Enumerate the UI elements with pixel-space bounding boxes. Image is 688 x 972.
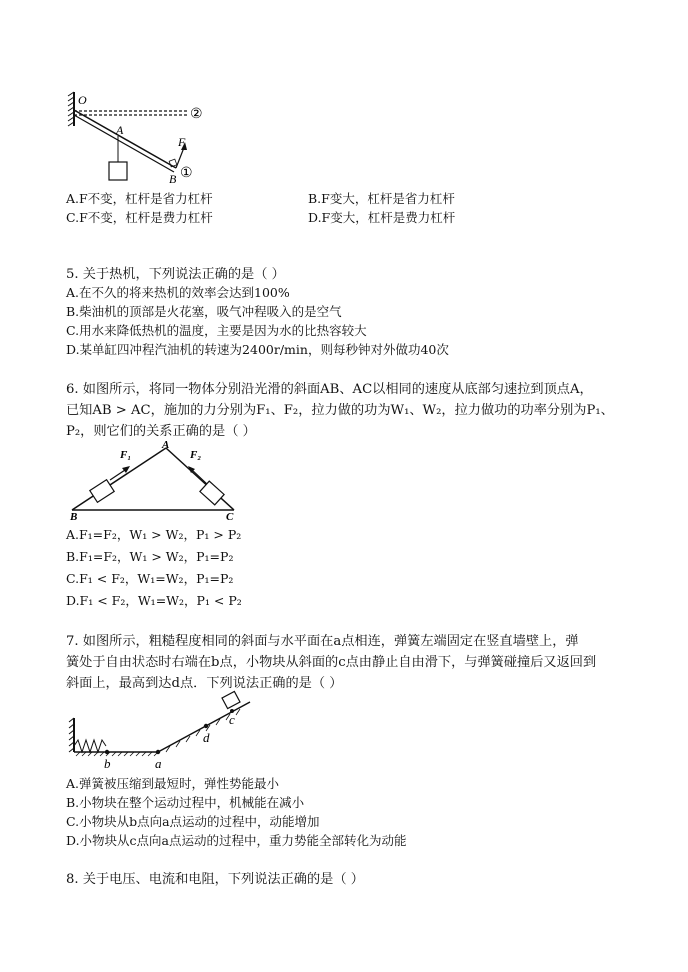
label-d: d bbox=[203, 730, 210, 745]
label-B: B bbox=[70, 511, 78, 522]
label-A: A bbox=[116, 123, 124, 137]
label-O: O bbox=[78, 93, 87, 107]
label-F2: F₂ bbox=[190, 449, 202, 461]
q5-option-d: D.某单缸四冲程汽油机的转速为2400r/min，则每秒钟对外做功40次 bbox=[66, 342, 449, 357]
q7-stem-line1: 7. 如图所示，粗糙程度相同的斜面与水平面在a点相连，弹簧左端固定在竖直墙壁上，弹 bbox=[66, 634, 579, 649]
q6-stem-line3: P₂，则它们的关系正确的是（ ） bbox=[66, 424, 256, 439]
label-F1: F₁ bbox=[120, 449, 132, 461]
label-B: B bbox=[169, 172, 177, 186]
incline-figure bbox=[66, 440, 241, 522]
q8-stem: 8. 关于电压、电流和电阻，下列说法正确的是（ ） bbox=[66, 872, 364, 887]
q4-option-c: C.F不变，杠杆是费力杠杆 bbox=[66, 210, 213, 225]
q7-option-c: C.小物块从b点向a点运动的过程中，动能增加 bbox=[66, 814, 320, 829]
label-F: F bbox=[178, 135, 186, 149]
q7-option-b: B.小物块在整个运动过程中，机械能在减小 bbox=[66, 795, 305, 810]
q6-option-c: C.F₁ < F₂，W₁=W₂，P₁=P₂ bbox=[66, 571, 234, 586]
q5-stem: 5. 关于热机，下列说法正确的是（ ） bbox=[66, 267, 285, 282]
q4-option-d: D.F变大，杠杆是费力杠杆 bbox=[308, 210, 456, 225]
q7-stem-line2: 簧处于自由状态时右端在b点，小物块从斜面的c点由静止自由滑下，与弹簧碰撞后又返回到 bbox=[66, 655, 597, 670]
q6-option-a: A.F₁=F₂，W₁ > W₂，P₁ > P₂ bbox=[66, 527, 242, 542]
label-a: a bbox=[155, 756, 162, 771]
lever-figure bbox=[66, 90, 216, 186]
q6-stem-line1: 6. 如图所示，将同一物体分别沿光滑的斜面AB、AC以相同的速度从底部匀速拉到顶点A， bbox=[66, 382, 593, 397]
label-C: C bbox=[226, 511, 234, 522]
q6-stem-line2: 已知AB > AC，施加的力分别为F₁、F₂，拉力做的功为W₁、W₂，拉力做功的功率分别为P₁、 bbox=[66, 403, 614, 418]
q7-option-d: D.小物块从c点向a点运动的过程中，重力势能全部转化为动能 bbox=[66, 833, 407, 848]
label-A: A bbox=[162, 440, 170, 451]
spring-incline-figure bbox=[66, 688, 256, 772]
q6-option-b: B.F₁=F₂，W₁ > W₂，P₁=P₂ bbox=[66, 549, 234, 564]
label-2: ② bbox=[190, 107, 203, 122]
label-b: b bbox=[104, 756, 111, 771]
q5-option-b: B.柴油机的顶部是火花塞，吸气冲程吸入的是空气 bbox=[66, 304, 342, 319]
q7-option-a: A.弹簧被压缩到最短时，弹性势能最小 bbox=[66, 776, 280, 791]
q5-option-a: A.在不久的将来热机的效率会达到100% bbox=[66, 285, 290, 300]
q4-option-b: B.F变大，杠杆是省力杠杆 bbox=[308, 191, 455, 206]
q6-option-d: D.F₁ < F₂，W₁=W₂，P₁ < P₂ bbox=[66, 593, 242, 608]
label-c: c bbox=[229, 712, 235, 727]
label-1: ① bbox=[180, 166, 193, 181]
q5-option-c: C.用水来降低热机的温度，主要是因为水的比热容较大 bbox=[66, 323, 367, 338]
q4-option-a: A.F不变，杠杆是省力杠杆 bbox=[66, 191, 213, 206]
q7-stem-line3: 斜面上，最高到达d点．下列说法正确的是（ ） bbox=[66, 676, 343, 691]
